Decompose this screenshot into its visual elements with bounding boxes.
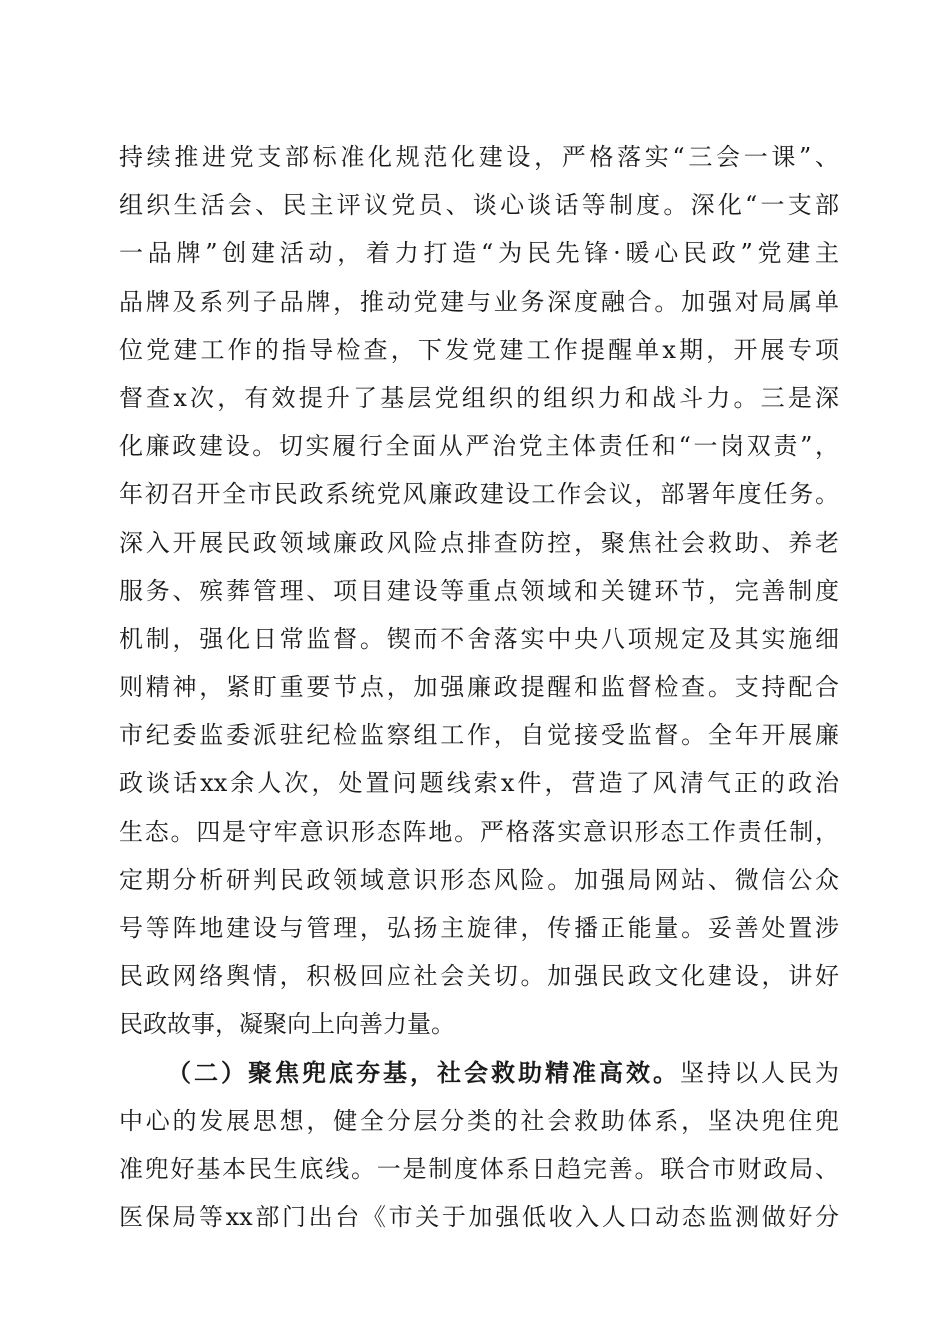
- text-line: 中心的发展思想，健全分层分类的社会救助体系，坚决兜住兜: [119, 1106, 839, 1135]
- text-line: 政谈话xx余人次，处置问题线索x件，营造了风清气正的政治: [119, 769, 839, 798]
- text-line: 生态。四是守牢意识形态阵地。严格落实意识形态工作责任制，: [119, 817, 839, 846]
- text-line: 准兜好基本民生底线。一是制度体系日趋完善。联合市财政局、: [119, 1154, 839, 1183]
- text-line: 市纪委监委派驻纪检监察组工作，自觉接受监督。全年开展廉: [119, 721, 839, 750]
- text-line: 民政网络舆情，积极回应社会关切。加强民政文化建设，讲好: [119, 962, 839, 991]
- text-line: 一品牌”创建活动，着力打造“为民先锋·暖心民政”党建主: [119, 239, 839, 268]
- text-line: 年初召开全市民政系统党风廉政建设工作会议，部署年度任务。: [119, 480, 839, 509]
- document-body: [119, 133, 839, 1241]
- text-line: 化廉政建设。切实履行全面从严治党主体责任和“一岗双责”，: [119, 432, 839, 461]
- text-line: 持续推进党支部标准化规范化建设，严格落实“三会一课”、: [119, 143, 839, 171]
- text-line: 组织生活会、民主评议党员、谈心谈话等制度。深化“一支部: [119, 191, 839, 220]
- text-line: 机制，强化日常监督。锲而不舍落实中央八项规定及其实施细: [119, 624, 839, 653]
- text-line: 督查x次，有效提升了基层党组织的组织力和战斗力。三是深: [119, 383, 839, 412]
- text-line: 定期分析研判民政领域意识形态风险。加强局网站、微信公众: [119, 865, 839, 894]
- text-line: 民政故事，凝聚向上向善力量。: [119, 1010, 455, 1039]
- text-line: 则精神，紧盯重要节点，加强廉政提醒和监督检查。支持配合: [119, 673, 839, 702]
- text-line: 医保局等xx部门出台《市关于加强低收入人口动态监测做好分: [119, 1203, 839, 1232]
- text-line: 服务、殡葬管理、项目建设等重点领域和关键环节，完善制度: [119, 576, 839, 605]
- paragraph-social-assistance: [119, 1049, 839, 1242]
- text-line-first: [119, 1049, 839, 1097]
- text-line: 位党建工作的指导检查，下发党建工作提醒单x期，开展专项: [119, 335, 839, 364]
- text-line: 号等阵地建设与管理，弘扬主旋律，传播正能量。妥善处置涉: [119, 914, 839, 942]
- text-run: 坚持以人民为: [680, 1058, 839, 1087]
- text-line: 深入开展民政领域廉政风险点排查防控，聚焦社会救助、养老: [119, 528, 839, 557]
- paragraph-party-building: [119, 133, 839, 1049]
- text-line: 品牌及系列子品牌，推动党建与业务深度融合。加强对局属单: [119, 287, 839, 316]
- section-heading: （二）聚焦兜底夯基，社会救助精准高效。: [167, 1057, 680, 1087]
